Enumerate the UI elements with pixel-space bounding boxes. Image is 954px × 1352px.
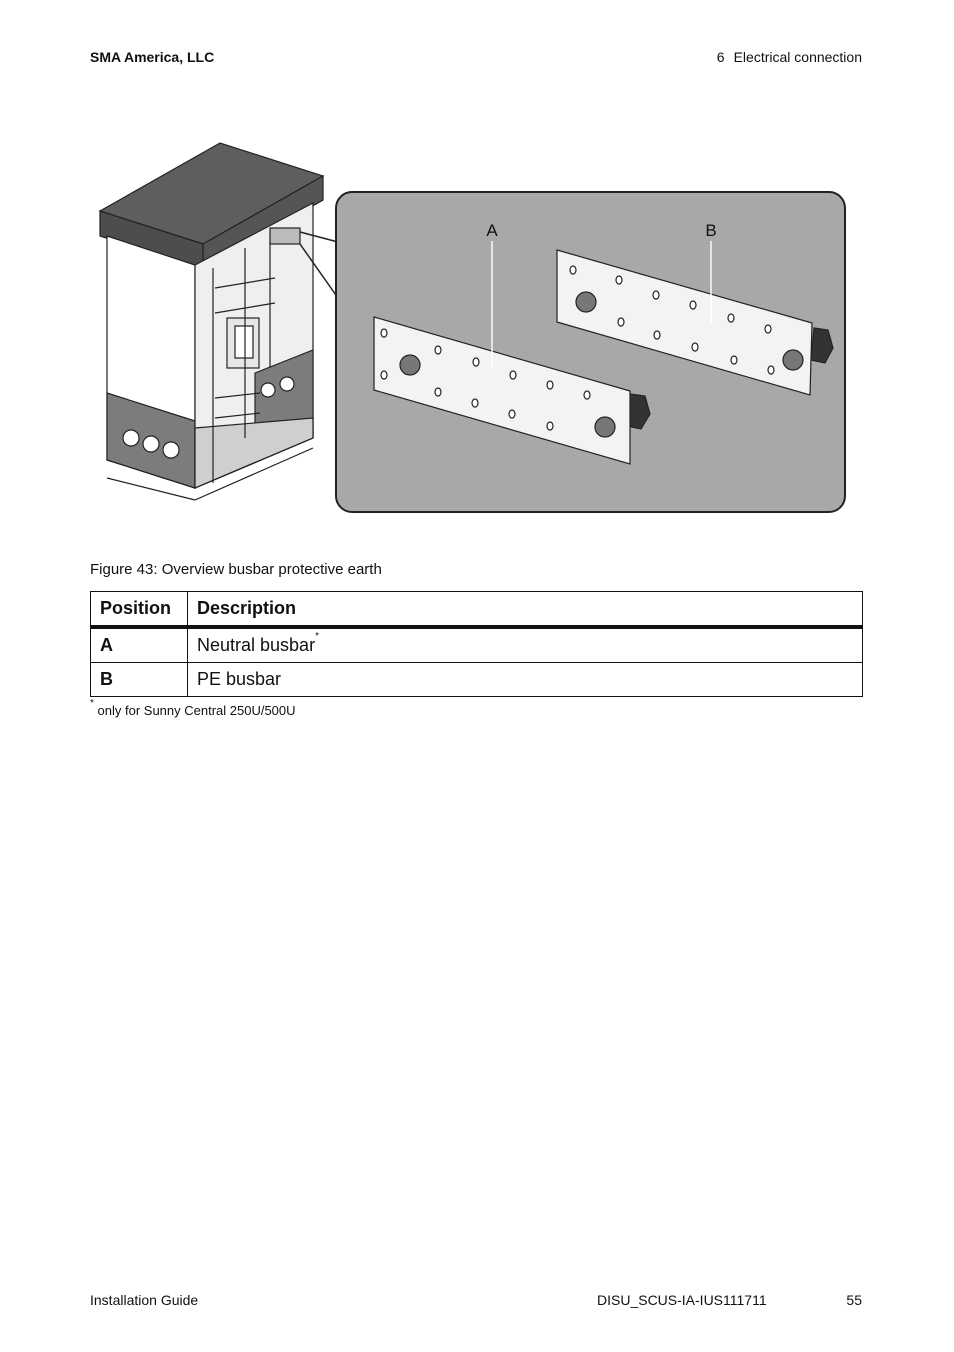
header-section (717, 49, 862, 65)
table-header-row (91, 592, 863, 628)
table-row (91, 663, 863, 697)
position-table (90, 591, 863, 697)
row-position: B (91, 663, 188, 697)
section-title: Electrical connection (733, 49, 862, 65)
header-company: SMA America, LLC (90, 49, 215, 65)
cabinet-drawing (100, 143, 323, 500)
description-text: Neutral busbar (197, 635, 316, 655)
page-number: 55 (846, 1292, 862, 1308)
footnote-text: only for Sunny Central 250U/500U (97, 703, 296, 718)
busbar-figure (95, 138, 850, 518)
column-header-description: Description (188, 592, 863, 628)
table-row (91, 627, 863, 663)
busbar-illustration (95, 138, 850, 518)
footer-doc-id: DISU_SCUS-IA-IUS111711 (597, 1292, 767, 1308)
label-b: B (705, 221, 717, 240)
row-description (188, 627, 863, 663)
description-text: PE busbar (197, 669, 282, 689)
row-position: A (91, 627, 188, 663)
row-description (188, 663, 863, 697)
footer-doc-type: Installation Guide (90, 1292, 199, 1308)
section-number: 6 (716, 49, 725, 65)
column-header-position: Position (91, 592, 188, 628)
footnote (90, 698, 296, 718)
footnote-mark: * (90, 698, 94, 709)
figure-caption: Figure 43: Overview busbar protective earth (90, 561, 382, 578)
footnote-mark: * (315, 631, 319, 642)
label-a: A (486, 221, 498, 240)
